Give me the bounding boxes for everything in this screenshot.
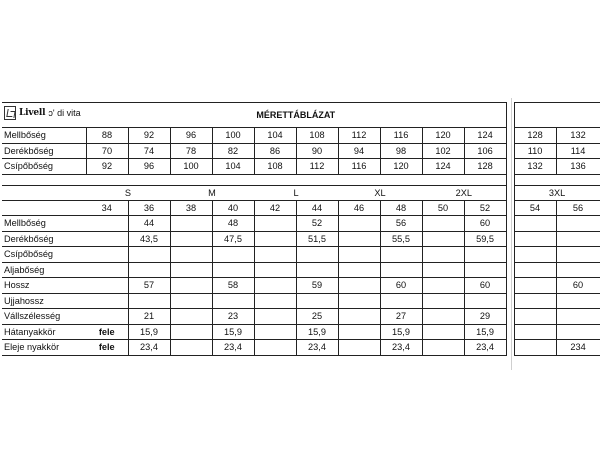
table-cell: 27 [380, 309, 422, 325]
brand-tagline: ɔ' di vita [48, 108, 81, 118]
row-label: Mellbőség [2, 216, 86, 232]
table-cell: 23,4 [464, 340, 506, 356]
table-cell: 57 [128, 278, 170, 294]
table-cell: 82 [212, 143, 254, 159]
table-cell: 60 [464, 278, 506, 294]
table-cell [338, 231, 380, 247]
table-cell: 116 [338, 159, 380, 175]
table-cell [380, 247, 422, 263]
table-cell [514, 293, 556, 309]
table-cell [422, 216, 464, 232]
table-cell: 86 [254, 143, 296, 159]
table-cell: 70 [86, 143, 128, 159]
table-cell: 124 [422, 159, 464, 175]
table-cell: 100 [212, 128, 254, 144]
size-number: 34 [86, 200, 128, 216]
table-cell: 15,9 [128, 324, 170, 340]
row-note [86, 309, 128, 325]
size-letter: S [86, 185, 170, 200]
table-cell [128, 293, 170, 309]
table-cell [380, 262, 422, 278]
brand-mark-icon [4, 106, 16, 120]
table-cell [422, 309, 464, 325]
row-label: Csípőbőség [2, 159, 86, 175]
row-note [86, 216, 128, 232]
row-note: fele [86, 340, 128, 356]
table-cell [422, 293, 464, 309]
brand-name: Livell [19, 108, 46, 118]
table-cell: 128 [514, 128, 556, 144]
table-cell [514, 262, 556, 278]
row-note [86, 278, 128, 294]
table-cell: 15,9 [212, 324, 254, 340]
table-cell [254, 278, 296, 294]
size-number: 44 [296, 200, 338, 216]
table-cell [254, 324, 296, 340]
table-cell: 23,4 [380, 340, 422, 356]
table-cell [514, 247, 556, 263]
table-cell: 106 [464, 143, 506, 159]
table-cell: 23 [212, 309, 254, 325]
table-cell [338, 247, 380, 263]
table-cell [464, 293, 506, 309]
table-cell [2, 200, 86, 216]
table-cell: 128 [464, 159, 506, 175]
table-cell [422, 262, 464, 278]
size-letter: 2XL [422, 185, 506, 200]
table-cell: 108 [254, 159, 296, 175]
table-cell [296, 262, 338, 278]
table-cell [254, 216, 296, 232]
table-cell [514, 216, 556, 232]
table-cell [464, 247, 506, 263]
table-cell: 104 [254, 128, 296, 144]
table-cell: 58 [212, 278, 254, 294]
size-number: 56 [556, 200, 600, 216]
table-cell: 104 [212, 159, 254, 175]
row-label: Vállszélesség [2, 309, 86, 325]
table-cell [422, 231, 464, 247]
table-cell [556, 262, 600, 278]
table-cell [464, 262, 506, 278]
row-label: Hátanyakkör [2, 324, 86, 340]
table-cell [128, 247, 170, 263]
table-cell [556, 293, 600, 309]
table-cell: 23,4 [296, 340, 338, 356]
table-cell [338, 278, 380, 294]
table-cell: 92 [86, 159, 128, 175]
table-cell: 23,4 [212, 340, 254, 356]
table-cell: 124 [464, 128, 506, 144]
table-cell: 23,4 [128, 340, 170, 356]
row-label: Ujjahossz [2, 293, 86, 309]
size-number: 54 [514, 200, 556, 216]
column-separator [511, 98, 512, 370]
table-cell [170, 309, 212, 325]
table-cell [338, 216, 380, 232]
table-cell [556, 309, 600, 325]
table-cell: 44 [128, 216, 170, 232]
row-label: Csípőbőség [2, 247, 86, 263]
row-note [86, 247, 128, 263]
table-cell [338, 324, 380, 340]
table-cell [422, 324, 464, 340]
table-cell: 56 [380, 216, 422, 232]
size-number: 40 [212, 200, 254, 216]
table-cell: 120 [380, 159, 422, 175]
table-cell: 98 [380, 143, 422, 159]
size-number: 38 [170, 200, 212, 216]
table-cell [170, 247, 212, 263]
table-cell: 60 [556, 278, 600, 294]
size-letter: M [170, 185, 254, 200]
table-cell [170, 231, 212, 247]
table-cell: 52 [296, 216, 338, 232]
table-cell: 110 [514, 143, 556, 159]
table-cell [556, 247, 600, 263]
row-label: Derékbőség [2, 231, 86, 247]
table-cell [422, 278, 464, 294]
row-note [86, 231, 128, 247]
table-cell [254, 231, 296, 247]
table-cell [128, 262, 170, 278]
row-label: Hossz [2, 278, 86, 294]
table-cell [170, 216, 212, 232]
chart-title: MÉRETTÁBLÁZAT [86, 103, 506, 128]
table-cell: 21 [128, 309, 170, 325]
logo-cell [2, 103, 86, 128]
table-cell [514, 324, 556, 340]
table-cell [212, 247, 254, 263]
spacer-cell [2, 174, 506, 185]
table-cell: 55,5 [380, 231, 422, 247]
table-cell [2, 185, 86, 200]
table-cell: 74 [128, 143, 170, 159]
table-cell [422, 247, 464, 263]
table-cell [170, 278, 212, 294]
table-cell: 136 [556, 159, 600, 175]
table-cell [170, 262, 212, 278]
table-cell [514, 231, 556, 247]
table-cell: 92 [128, 128, 170, 144]
table-cell [380, 293, 422, 309]
table-cell: 88 [86, 128, 128, 144]
table-cell: 78 [170, 143, 212, 159]
table-cell [296, 247, 338, 263]
table-cell [254, 309, 296, 325]
size-letter: 3XL [514, 185, 600, 200]
table-cell: 112 [338, 128, 380, 144]
table-cell [254, 262, 296, 278]
row-note [86, 293, 128, 309]
table-cell [338, 309, 380, 325]
table-cell: 100 [170, 159, 212, 175]
size-letter: XL [338, 185, 422, 200]
table-cell [514, 278, 556, 294]
table-cell: 120 [422, 128, 464, 144]
table-cell: 48 [212, 216, 254, 232]
table-cell: 234 [556, 340, 600, 356]
table-cell: 60 [464, 216, 506, 232]
table-cell [556, 216, 600, 232]
size-number: 52 [464, 200, 506, 216]
table-cell: 116 [380, 128, 422, 144]
row-label: Mellbőség [2, 128, 86, 144]
table-cell: 51,5 [296, 231, 338, 247]
table-cell: 94 [338, 143, 380, 159]
table-cell: 60 [380, 278, 422, 294]
brand-logo [4, 106, 81, 120]
row-label: Eleje nyakkör [2, 340, 86, 356]
table-cell [556, 231, 600, 247]
table-cell: 59 [296, 278, 338, 294]
table-cell [254, 293, 296, 309]
table-cell: 132 [514, 159, 556, 175]
table-cell [170, 324, 212, 340]
table-cell [170, 340, 212, 356]
size-number: 46 [338, 200, 380, 216]
table-cell: 25 [296, 309, 338, 325]
row-label: Derékbőség [2, 143, 86, 159]
table-cell: 114 [556, 143, 600, 159]
table-cell [422, 340, 464, 356]
table-cell: 43,5 [128, 231, 170, 247]
size-number: 48 [380, 200, 422, 216]
table-cell [514, 309, 556, 325]
table-cell: 15,9 [296, 324, 338, 340]
table-cell: 90 [296, 143, 338, 159]
row-note: fele [86, 324, 128, 340]
table-cell: 132 [556, 128, 600, 144]
table-cell: 59,5 [464, 231, 506, 247]
size-number: 42 [254, 200, 296, 216]
table-cell [338, 262, 380, 278]
table-cell: 29 [464, 309, 506, 325]
size-number: 36 [128, 200, 170, 216]
table-cell [296, 293, 338, 309]
table-cell [170, 293, 212, 309]
spacer-cell [514, 174, 600, 185]
table-cell [556, 324, 600, 340]
row-note [86, 262, 128, 278]
table-cell: 47,5 [212, 231, 254, 247]
table-cell [254, 247, 296, 263]
table-cell [514, 340, 556, 356]
row-label: Aljabőség [2, 262, 86, 278]
table-cell [212, 293, 254, 309]
size-letter: L [254, 185, 338, 200]
table-cell: 96 [170, 128, 212, 144]
table-cell [254, 340, 296, 356]
table-cell: 102 [422, 143, 464, 159]
size-number: 50 [422, 200, 464, 216]
table-cell: 15,9 [464, 324, 506, 340]
table-cell: 96 [128, 159, 170, 175]
table-cell [338, 293, 380, 309]
table-cell: 112 [296, 159, 338, 175]
table-cell: 108 [296, 128, 338, 144]
table-cell: 15,9 [380, 324, 422, 340]
table-cell [338, 340, 380, 356]
table-cell [212, 262, 254, 278]
